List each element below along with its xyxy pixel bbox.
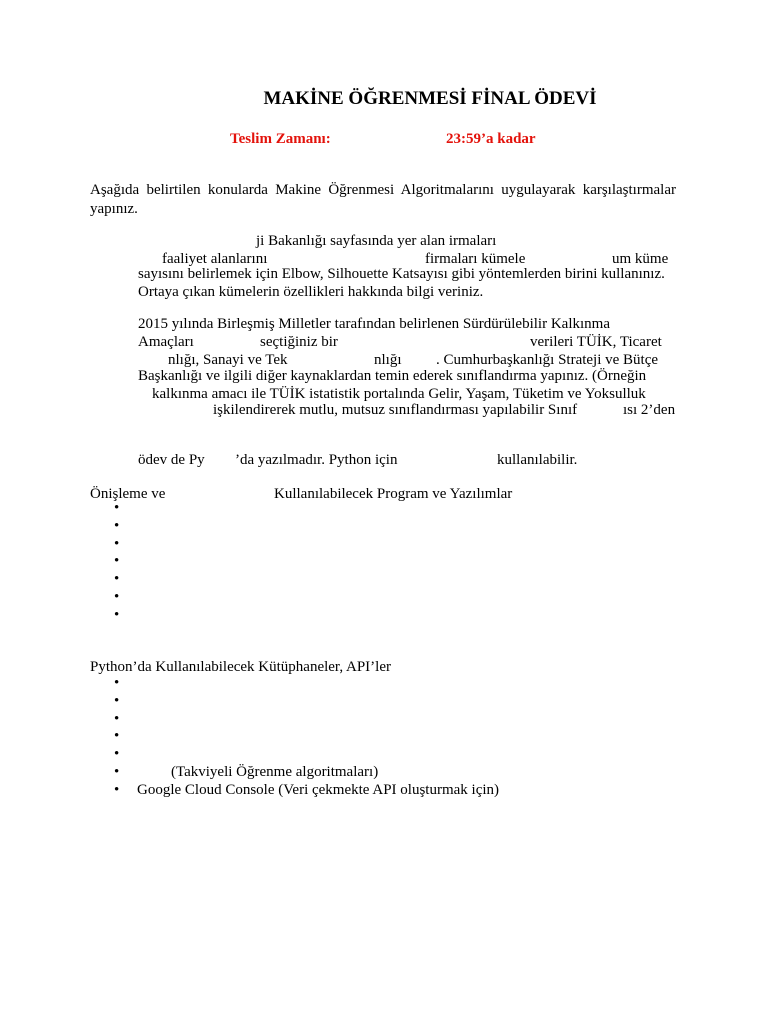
list-item <box>90 518 137 536</box>
list-item <box>90 589 137 607</box>
list-item <box>90 746 499 764</box>
list-item: • Google Cloud Console (Veri çekmekte API oluşturmak için) <box>90 782 499 800</box>
list-item <box>90 728 499 746</box>
note-part1: ödev de Py <box>138 452 205 468</box>
note-part2: ’da yazılmadır. Python için <box>235 452 398 468</box>
task2-line2b: seçtiğiniz bir <box>260 334 338 350</box>
section1-list <box>90 500 137 625</box>
list-item <box>90 711 499 729</box>
list-item <box>90 675 499 693</box>
task1-line1: ji Bakanlığı sayfasında yer alan irmaları <box>256 233 497 249</box>
task2-line6a: işkilendirerek mutlu, mutsuz sınıflandırması yapılabilir Sınıf <box>213 402 578 418</box>
section2-heading: Python’da Kullanılabilecek Kütüphaneler, API’ler <box>90 659 391 675</box>
list-item <box>90 571 137 589</box>
list-item <box>90 500 137 518</box>
list-item <box>90 553 137 571</box>
document-title: MAKİNE ÖĞRENMESİ FİNAL ÖDEVİ <box>263 88 597 109</box>
list-item <box>90 536 137 554</box>
deadline-value: 23:59’a kadar <box>446 131 536 147</box>
list-item <box>90 607 137 625</box>
section2-list <box>90 675 499 800</box>
intro-paragraph: Aşağıda belirtilen konularda Makine Öğrenmesi Algoritmalarını uygulayarak karşılaştırmalar yapınız. <box>90 182 676 217</box>
task2-line6b: ısı 2’den <box>623 402 676 418</box>
list-item <box>90 693 499 711</box>
task2-line3c: . Cumhurbaşkanlığı Strateji ve Bütçe <box>436 352 659 368</box>
task2-line1: 2015 yılında Birleşmiş Milletler tarafından belirlenen Sürdürülebilir Kalkınma <box>138 316 610 332</box>
section1-heading-a: Önişleme ve <box>90 486 166 502</box>
task2-line4: Başkanlığı ve ilgili diğer kaynaklardan temin ederek sınıflandırma yapınız. (Örneğin <box>138 368 647 384</box>
task1-line2c: um küme <box>612 251 669 267</box>
task1-line3: sayısını belirlemek için Elbow, Silhouette Katsayısı gibi yöntemlerden birini kullanınız. <box>138 266 665 282</box>
task2-line2a: Amaçları <box>138 334 194 350</box>
section1-heading-b: Kullanılabilecek Program ve Yazılımlar <box>274 486 513 502</box>
task1-line4: Ortaya çıkan kümelerin özellikleri hakkında bilgi veriniz. <box>138 284 484 300</box>
note-part3: kullanılabilir. <box>497 452 578 468</box>
list-item: • (Takviyeli Öğrenme algoritmaları) <box>90 764 499 782</box>
task2-line5: kalkınma amacı ile TÜİK istatistik portalında Gelir, Yaşam, Tüketim ve Yoksulluk <box>152 386 646 402</box>
task2-line3b: nlığı <box>374 352 402 368</box>
task2-line3a: nlığı, Sanayi ve Tek <box>168 352 288 368</box>
task1-line2b: firmaları kümele <box>425 251 526 267</box>
deadline-label: Teslim Zamanı: <box>230 131 331 147</box>
task2-line2c: verileri TÜİK, Ticaret <box>530 334 662 350</box>
task1-line2a: faaliyet alanlarını <box>162 251 268 267</box>
